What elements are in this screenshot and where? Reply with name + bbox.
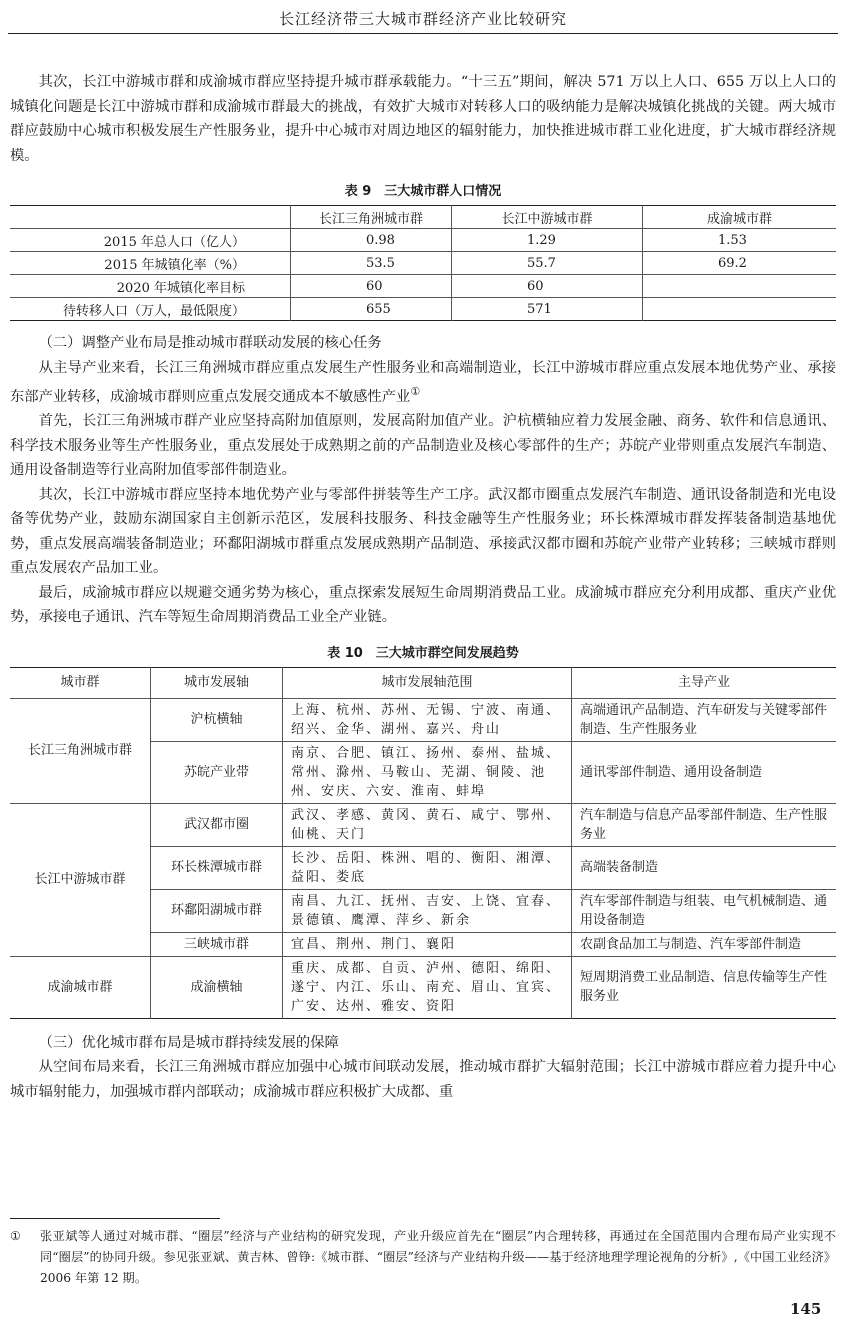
- table-cell: 待转移人口（万人，最低限度）: [10, 298, 291, 321]
- range-cell: 武汉、孝感、黄冈、黄石、咸宁、鄂州、仙桃、天门: [283, 803, 572, 846]
- axis-cell: 苏皖产业带: [151, 741, 283, 803]
- paragraph: [10, 356, 836, 410]
- table-cell: 571: [452, 298, 643, 321]
- footnote-rule: [10, 1218, 220, 1219]
- table-row: [10, 803, 836, 846]
- table-header-cell: 城市群: [10, 667, 151, 698]
- footnote-text: 张亚斌等人通过对城市群、“圈层”经济与产业结构的研究发现，产业升级应首先在“圈层”内合理转移，再通过在全国范围内合理布局产业实现不同“圈层”的协同升级。参见张亚斌、黄吉林、曾铮:《城市群、“圈层”经济与产业结构升级——基于经济地理学理论视角的分析》,《中国工业经济》2006 年第 12 期。: [40, 1229, 836, 1285]
- paragraph: 最后，成渝城市群应以规避交通劣势为核心，重点探索发展短生命周期消费品工业。成渝城市群应充分利用成都、重庆产业优势，承接电子通讯、汽车等短生命周期消费品工业全产业链。: [10, 584, 836, 626]
- page-number: 145: [790, 1300, 822, 1318]
- section-heading: （三）优化城市群布局是城市群持续发展的保障: [38, 1034, 339, 1051]
- paragraph: 从空间布局来看，长江三角洲城市群应加强中心城市间联动发展，推动城市群扩大辐射范围；长江中游城市群应着力提升中心城市辐射能力，加强城市群内部联动；成渝城市群应积极扩大成都、重: [10, 1059, 836, 1100]
- paragraph: 其次，长江中游城市群应坚持本地优势产业与零部件拼装等生产工序。武汉都市圈重点发展汽车制造、通讯设备制造和光电设备等优势产业，鼓励东湖国家自主创新示范区，发展科技服务、科技金融等生产性服务业；环长株潭城市群发挥装备制造基地优势，重点发展高端装备制造业；环鄱阳湖城市群重点发展成熟期产品制造、承接武汉都市圈和苏皖产业带产业转移；三峡城市群则重点发展农产品加工业。: [10, 486, 836, 577]
- table-caption: 表 9 三大城市群人口情况: [344, 184, 502, 199]
- footnote-reference: ①: [410, 385, 421, 398]
- table-cell: 2020 年城镇化率目标: [10, 275, 291, 298]
- table-row: [10, 229, 836, 252]
- industry-cell: 高端装备制造: [572, 846, 837, 889]
- table-row: [10, 252, 836, 275]
- table-cell: 655: [291, 298, 452, 321]
- table-header-cell: 成渝城市群: [643, 206, 837, 229]
- cluster-cell: 长江中游城市群: [10, 803, 151, 956]
- table-header-row: [10, 667, 836, 698]
- table-header-cell: 长江中游城市群: [452, 206, 643, 229]
- table-cell: 2015 年总人口（亿人）: [10, 229, 291, 252]
- cluster-cell: 长江三角洲城市群: [10, 698, 151, 803]
- paragraph: 其次，长江中游城市群和成渝城市群应坚持提升城市群承载能力。“十三五”期间，解决 571 万以上人口、655 万以上人口的城镇化问题是长江中游城市群和成渝城市群最大的挑战，有效扩大城市对转移人口的吸纳能力是解决城镇化挑战的关键。两大城市群应鼓励中心城市积极发展生产性服务业，提升中心城市对周边地区的辐射能力，加快推进城市群工业化进度，扩大城市群经济规模。: [10, 74, 836, 164]
- table-cell: 53.5: [291, 252, 452, 275]
- table-caption: 表 10 三大城市群空间发展趋势: [327, 645, 519, 661]
- body-content: [10, 70, 836, 1104]
- table-cell: [643, 275, 837, 298]
- table-cell: [643, 298, 837, 321]
- table-header-cell: [10, 206, 291, 229]
- range-cell: 南京、合肥、镇江、扬州、泰州、盐城、常州、滁州、马鞍山、芜湖、铜陵、池州、安庆、六安、淮南、蚌埠: [283, 741, 572, 803]
- axis-cell: 成渝横轴: [151, 956, 283, 1018]
- axis-cell: 武汉都市圈: [151, 803, 283, 846]
- table-cell: 60: [452, 275, 643, 298]
- table-row: [10, 698, 836, 741]
- range-cell: 重庆、成都、自贡、泸州、德阳、绵阳、遂宁、内江、乐山、南充、眉山、宜宾、广安、达州、雅安、资阳: [283, 956, 572, 1018]
- table-cell: 60: [291, 275, 452, 298]
- table-cell: 0.98: [291, 229, 452, 252]
- table-header-cell: 城市发展轴: [151, 667, 283, 698]
- industry-cell: 高端通讯产品制造、汽车研发与关键零部件制造、生产性服务业: [572, 698, 837, 741]
- table-header-cell: 长江三角洲城市群: [291, 206, 452, 229]
- section-heading: （二）调整产业布局是推动城市群联动发展的核心任务: [38, 335, 382, 351]
- axis-cell: 三峡城市群: [151, 932, 283, 956]
- range-cell: 长沙、岳阳、株洲、唱的、衡阳、湘潭、益阳、娄底: [283, 846, 572, 889]
- footnote-mark: ①: [10, 1229, 21, 1243]
- industry-cell: 农副食品加工与制造、汽车零部件制造: [572, 932, 837, 956]
- industry-cell: 汽车制造与信息产品零部件制造、生产性服务业: [572, 803, 837, 846]
- table-cell: 55.7: [452, 252, 643, 275]
- paragraph: 首先，长江三角洲城市群产业应坚持高附加值原则，发展高附加值产业。沪杭横轴应着力发展金融、商务、软件和信息通讯、科学技术服务业等生产性服务业，重点发展处于成熟期之前的产品制造业及核心零部件的生产；苏皖产业带则重点发展汽车制造、通用设备制造等行业高附加值零部件制造业。: [10, 413, 836, 479]
- range-cell: 上海、杭州、苏州、无锡、宁波、南通、绍兴、金华、湖州、嘉兴、舟山: [283, 698, 572, 741]
- table-cell: 1.53: [643, 229, 837, 252]
- table-cell: 2015 年城镇化率（%）: [10, 252, 291, 275]
- table-row: [10, 275, 836, 298]
- paragraph-text: 从主导产业来看，长江三角洲城市群应重点发展生产性服务业和高端制造业，长江中游城市群应重点发展本地优势产业、承接东部产业转移，成渝城市群则应重点发展交通成本不敏感性产业: [10, 359, 836, 405]
- population-table: [10, 205, 836, 321]
- table-cell: 1.29: [452, 229, 643, 252]
- industry-cell: 通讯零部件制造、通用设备制造: [572, 741, 837, 803]
- table-header-cell: 城市发展轴范围: [283, 667, 572, 698]
- running-header: 长江经济带三大城市群经济产业比较研究: [278, 10, 567, 28]
- cluster-cell: 成渝城市群: [10, 956, 151, 1018]
- table-row: [10, 298, 836, 321]
- axis-cell: 沪杭横轴: [151, 698, 283, 741]
- industry-cell: 短周期消费工业品制造、信息传输等生产性服务业: [572, 956, 837, 1018]
- axis-cell: 环长株潭城市群: [151, 846, 283, 889]
- industry-cell: 汽车零部件制造与组装、电气机械制造、通用设备制造: [572, 889, 837, 932]
- spatial-development-table: [10, 667, 836, 1019]
- header-rule: [8, 33, 838, 34]
- table-row: [10, 956, 836, 1018]
- table-header-row: [10, 206, 836, 229]
- table-cell: 69.2: [643, 252, 837, 275]
- table-header-cell: 主导产业: [572, 667, 837, 698]
- axis-cell: 环鄱阳湖城市群: [151, 889, 283, 932]
- range-cell: 南昌、九江、抚州、吉安、上饶、宜春、景德镇、鹰潭、萍乡、新余: [283, 889, 572, 932]
- range-cell: 宜昌、荆州、荆门、襄阳: [283, 932, 572, 956]
- footnote: [10, 1226, 836, 1289]
